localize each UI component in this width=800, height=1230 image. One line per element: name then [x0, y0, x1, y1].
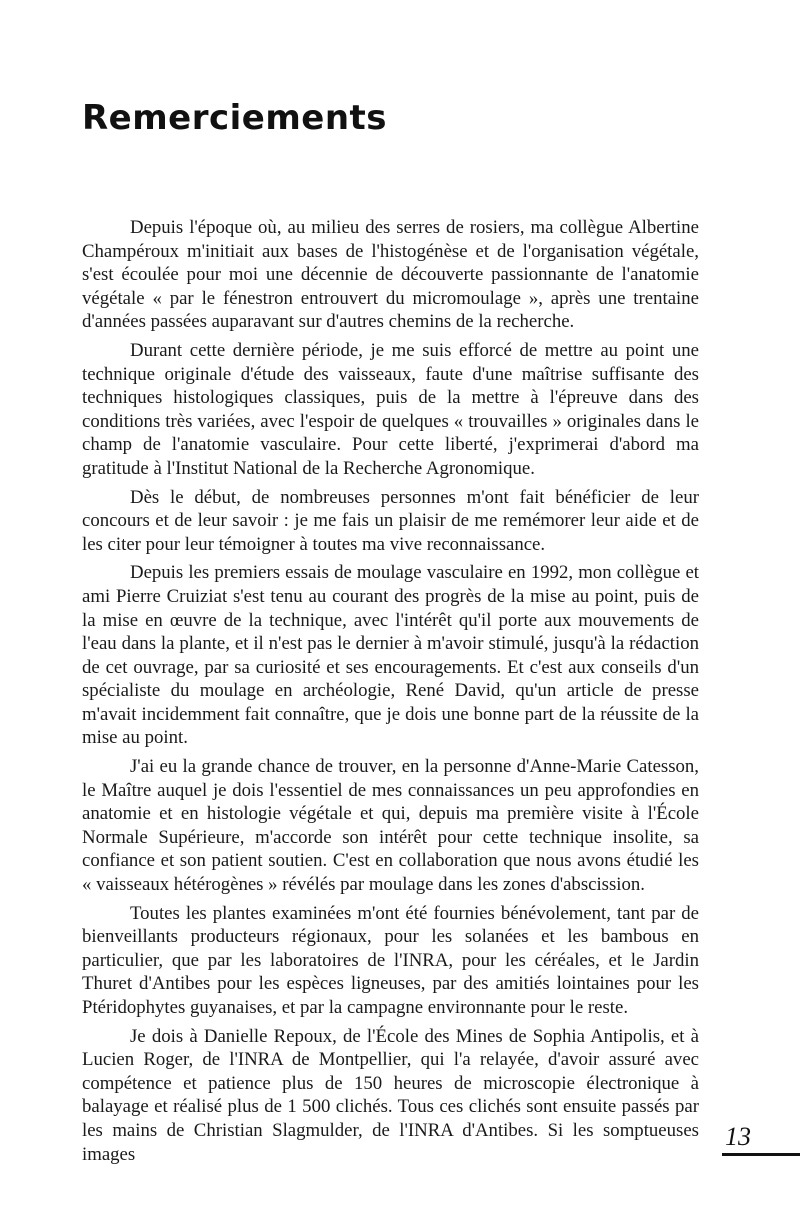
body-text: [82, 216, 699, 1171]
paragraph: Depuis les premiers essais de moulage vasculaire en 1992, mon collègue et ami Pierre Cruiziat s'est tenu au courant des progrès de la mise au point, puis de la mise en œuvre de la technique, avec l'intérêt qu'il porte aux mouvements de l'eau dans la plante, et il n'est pas le dernier à m'avoir stimulé, jusqu'à la rédaction de cet ouvrage, par sa curiosité et ses encouragements. Et c'est aux conseils d'un spécialiste du moulage en archéologie, René David, qu'un article de presse m'avait incidemment fait connaître, que je dois une bonne part de la réussite de la mise au point.: [82, 562, 699, 749]
paragraph: Depuis l'époque où, au milieu des serres de rosiers, ma collègue Albertine Champéroux m'initiait aux bases de l'histogénèse et de l'organisation végétale, s'est écoulée pour moi une décennie de découverte passionnante de l'anatomie végétale « par le fénestron entrouvert du micromoulage », après une trentaine d'années passées auparavant sur d'autres chemins de la recherche.: [82, 217, 699, 333]
page-number-rule: [722, 1153, 800, 1156]
page-title: Remerciements: [82, 98, 388, 138]
paragraph: J'ai eu la grande chance de trouver, en la personne d'Anne-Marie Catesson, le Maître auquel je dois l'essentiel de mes connaissances un peu approfondies en anatomie et en histologie végétale et qui, depuis ma première visite à l'École Normale Supérieure, m'accorde son intérêt pour cette technique insolite, sa confiance et son patient soutien. C'est en collaboration que nous avons étudié les « vaisseaux hétérogènes » révélés par moulage dans les zones d'abscission.: [82, 756, 699, 896]
paragraph: Durant cette dernière période, je me suis efforcé de mettre au point une technique originale d'étude des vaisseaux, faute d'une maîtrise suffisante des techniques histologiques classiques, puis de la mettre à l'épreuve dans des conditions très variées, avec l'espoir de quelques « trouvailles » originales dans le champ de l'anatomie vasculaire. Pour cette liberté, j'exprimerai d'abord ma gratitude à l'Institut National de la Recherche Agronomique.: [82, 339, 699, 479]
paragraph: Toutes les plantes examinées m'ont été fournies bénévolement, tant par de bienveillants producteurs régionaux, pour les solanées et les bambous en particulier, que par les laboratoires de l'INRA, pour les céréales, et le Jardin Thuret d'Antibes pour les espèces ligneuses, par des amitiés lointaines pour les Ptéridophytes guyanaises, et par la campagne environnante pour le reste.: [82, 902, 699, 1018]
paragraph: Je dois à Danielle Repoux, de l'École des Mines de Sophia Antipolis, et à Lucien Roger, de l'INRA de Montpellier, qui l'a relayée, d'avoir assuré avec compétence et patience plus de 150 heures de microscopie électronique à balayage et réalisé plus de 1 500 clichés. Tous ces clichés sont ensuite passés par les mains de Christian Slagmulder, de l'INRA d'Antibes. Si les somptueuses images: [82, 1025, 699, 1165]
page-number: 13: [725, 1122, 751, 1151]
paragraph: Dès le début, de nombreuses personnes m'ont fait bénéficier de leur concours et de leur savoir : je me fais un plaisir de me remémorer leur aide et de les citer pour leur témoigner à toutes ma vive reconnaissance.: [82, 486, 699, 555]
